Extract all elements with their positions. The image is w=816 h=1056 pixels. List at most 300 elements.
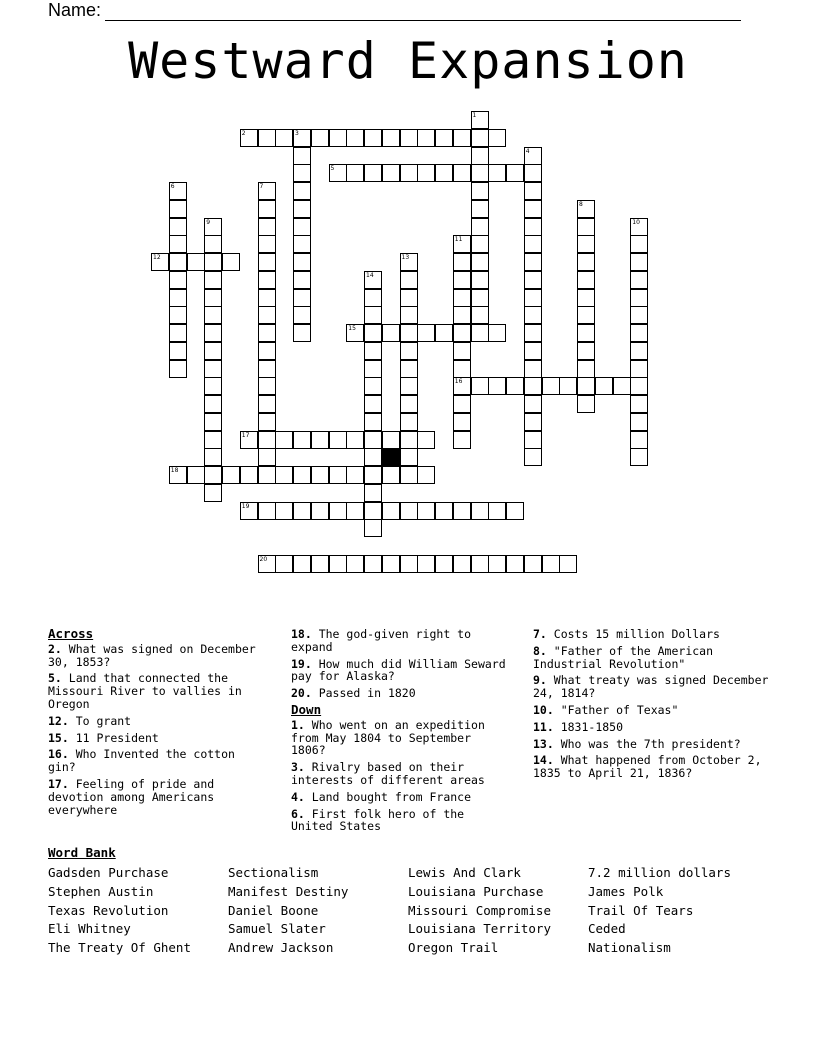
crossword-cell[interactable] — [204, 431, 222, 449]
crossword-cell[interactable] — [400, 342, 418, 360]
crossword-cell[interactable] — [471, 306, 489, 324]
crossword-cell[interactable] — [293, 324, 311, 342]
crossword-cell[interactable] — [630, 448, 648, 466]
crossword-cell[interactable] — [559, 555, 577, 573]
crossword-cell[interactable] — [630, 342, 648, 360]
crossword-cell[interactable] — [382, 324, 400, 342]
crossword-cell[interactable] — [471, 200, 489, 218]
crossword-cell[interactable] — [293, 502, 311, 520]
crossword-cell[interactable] — [382, 129, 400, 147]
crossword-cell[interactable] — [204, 218, 222, 236]
crossword-cell[interactable] — [258, 271, 276, 289]
crossword-cell[interactable] — [364, 466, 382, 484]
crossword-cell[interactable] — [524, 324, 542, 342]
crossword-cell[interactable] — [364, 502, 382, 520]
crossword-cell[interactable] — [630, 360, 648, 378]
crossword-cell[interactable] — [435, 129, 453, 147]
crossword-cell[interactable] — [453, 306, 471, 324]
clue-item — [533, 628, 773, 641]
crossword-cell[interactable] — [275, 555, 293, 573]
crossword-cell[interactable] — [630, 324, 648, 342]
crossword-cell[interactable] — [169, 200, 187, 218]
crossword-cell[interactable] — [204, 484, 222, 502]
word-bank-item: Andrew Jackson — [228, 940, 334, 956]
crossword-cell[interactable] — [311, 129, 329, 147]
crossword-cell[interactable] — [169, 235, 187, 253]
crossword-cell[interactable] — [258, 289, 276, 307]
crossword-cell[interactable] — [524, 377, 542, 395]
clue-text: The god-given right to expand — [291, 627, 472, 654]
crossword-cell[interactable] — [577, 377, 595, 395]
crossword-cell[interactable] — [471, 218, 489, 236]
crossword-cell[interactable] — [400, 395, 418, 413]
crossword-cell[interactable] — [204, 342, 222, 360]
crossword-cell[interactable] — [559, 377, 577, 395]
crossword-cell[interactable] — [435, 164, 453, 182]
crossword-cell[interactable] — [169, 342, 187, 360]
crossword-cell[interactable] — [506, 164, 524, 182]
clue-text: What treaty was signed December 24, 1814? — [533, 673, 769, 701]
crossword-cell[interactable] — [488, 324, 506, 342]
clue-item — [533, 754, 773, 780]
clue-number: 2 — [241, 129, 246, 137]
word-bank-column-2 — [228, 864, 348, 958]
crossword-cell[interactable] — [204, 466, 222, 484]
crossword-cell[interactable] — [417, 466, 435, 484]
crossword-cell[interactable] — [435, 324, 453, 342]
crossword-cell[interactable] — [204, 324, 222, 342]
clue-number-label: 13. — [533, 736, 554, 751]
crossword-cell[interactable] — [488, 555, 506, 573]
crossword-cell[interactable] — [417, 129, 435, 147]
crossword-cell[interactable] — [293, 129, 311, 147]
crossword-cell[interactable] — [346, 324, 364, 342]
crossword-cell[interactable] — [524, 182, 542, 200]
crossword-cell[interactable] — [204, 448, 222, 466]
word-bank-item: Ceded — [588, 921, 626, 937]
word-bank-column-4 — [588, 864, 731, 958]
crossword-cell[interactable] — [204, 235, 222, 253]
crossword-cell[interactable] — [471, 164, 489, 182]
crossword-cell[interactable] — [613, 377, 631, 395]
crossword-cell[interactable] — [329, 431, 347, 449]
crossword-cell[interactable] — [311, 431, 329, 449]
clue-number-label: 12. — [48, 713, 69, 728]
crossword-cell[interactable] — [400, 448, 418, 466]
crossword-cell[interactable] — [630, 271, 648, 289]
crossword-cell[interactable] — [204, 253, 222, 271]
crossword-cell[interactable] — [293, 466, 311, 484]
crossword-cell[interactable] — [471, 253, 489, 271]
crossword-cell[interactable] — [364, 484, 382, 502]
crossword-cell[interactable] — [204, 289, 222, 307]
word-bank-column-1 — [48, 864, 191, 958]
crossword-cell[interactable] — [471, 502, 489, 520]
crossword-cell[interactable] — [630, 377, 648, 395]
crossword-cell[interactable] — [524, 342, 542, 360]
crossword-cell[interactable] — [524, 200, 542, 218]
crossword-cell[interactable] — [169, 306, 187, 324]
crossword-cell[interactable] — [524, 448, 542, 466]
crossword-cell[interactable] — [400, 502, 418, 520]
crossword-cell[interactable] — [258, 431, 276, 449]
crossword-cell[interactable] — [471, 377, 489, 395]
crossword-cell[interactable] — [453, 129, 471, 147]
crossword-cell[interactable] — [293, 218, 311, 236]
clue-number-label: 8. — [533, 643, 547, 658]
crossword-cell[interactable] — [630, 413, 648, 431]
crossword-cell[interactable] — [524, 360, 542, 378]
crossword-cell[interactable] — [346, 502, 364, 520]
crossword-cell[interactable] — [346, 431, 364, 449]
crossword-cell[interactable] — [471, 129, 489, 147]
crossword-cell[interactable] — [187, 466, 205, 484]
clue-number-label: 4. — [291, 789, 305, 804]
crossword-cell[interactable] — [329, 466, 347, 484]
clue-number: 11 — [454, 236, 463, 244]
crossword-cell[interactable] — [471, 182, 489, 200]
crossword-cell[interactable] — [364, 289, 382, 307]
down-header: Down — [291, 701, 322, 717]
crossword-cell[interactable] — [630, 306, 648, 324]
crossword-cell[interactable] — [471, 147, 489, 165]
crossword-cell[interactable] — [329, 502, 347, 520]
crossword-cell[interactable] — [258, 235, 276, 253]
crossword-cell[interactable] — [258, 395, 276, 413]
crossword-cell[interactable] — [577, 218, 595, 236]
crossword-cell[interactable] — [471, 271, 489, 289]
word-bank-item: Samuel Slater — [228, 921, 326, 937]
word-bank-item: Gadsden Purchase — [48, 865, 169, 880]
crossword-cell[interactable] — [453, 502, 471, 520]
crossword-cell[interactable] — [577, 200, 595, 218]
crossword-cell[interactable] — [364, 519, 382, 537]
crossword-cell[interactable] — [258, 360, 276, 378]
crossword-cell[interactable] — [453, 271, 471, 289]
word-bank-item: Missouri Compromise — [408, 902, 551, 918]
clue-number: 14 — [366, 271, 374, 279]
crossword-cell[interactable] — [293, 182, 311, 200]
crossword-cell[interactable] — [630, 395, 648, 413]
crossword-cell[interactable] — [630, 218, 648, 236]
crossword-cell[interactable] — [329, 129, 347, 147]
crossword-cell[interactable] — [382, 466, 400, 484]
crossword-cell[interactable] — [453, 235, 471, 253]
crossword-cell[interactable] — [293, 253, 311, 271]
crossword-cell[interactable] — [542, 377, 560, 395]
crossword-cell[interactable] — [293, 147, 311, 165]
word-bank-item: Manifest Destiny — [228, 883, 349, 899]
crossword-cell[interactable] — [630, 235, 648, 253]
crossword-cell[interactable] — [311, 466, 329, 484]
crossword-cell[interactable] — [364, 342, 382, 360]
crossword-cell[interactable] — [400, 431, 418, 449]
crossword-cell[interactable] — [577, 306, 595, 324]
clue-item — [533, 704, 773, 717]
crossword-cell[interactable] — [169, 218, 187, 236]
crossword-cell[interactable] — [630, 253, 648, 271]
crossword-cell[interactable] — [275, 466, 293, 484]
clue-item — [533, 674, 773, 700]
crossword-cell[interactable] — [577, 324, 595, 342]
crossword-cell[interactable] — [471, 111, 489, 129]
crossword-cell[interactable] — [204, 377, 222, 395]
crossword-cell[interactable] — [488, 377, 506, 395]
crossword-cell[interactable] — [453, 253, 471, 271]
crossword-cell[interactable] — [577, 235, 595, 253]
crossword-cell[interactable] — [346, 164, 364, 182]
clue-item — [291, 808, 511, 834]
crossword-cell[interactable] — [595, 377, 613, 395]
crossword-cell[interactable] — [506, 377, 524, 395]
crossword-cell[interactable] — [293, 164, 311, 182]
crossword-cell[interactable] — [311, 502, 329, 520]
crossword-cell[interactable] — [293, 200, 311, 218]
crossword-cell[interactable] — [382, 164, 400, 182]
crossword-cell[interactable] — [240, 502, 258, 520]
crossword-cell[interactable] — [453, 431, 471, 449]
crossword-cell[interactable] — [630, 431, 648, 449]
crossword-cell[interactable] — [453, 395, 471, 413]
crossword-cell[interactable] — [346, 555, 364, 573]
clue-text: First folk hero of the United States — [291, 806, 465, 834]
crossword-cell[interactable] — [524, 413, 542, 431]
crossword-cell[interactable] — [258, 466, 276, 484]
crossword-cell[interactable] — [382, 431, 400, 449]
crossword-cell[interactable] — [204, 271, 222, 289]
crossword-cell[interactable] — [364, 377, 382, 395]
across-header: Across — [48, 626, 94, 641]
crossword-cell[interactable] — [382, 555, 400, 573]
crossword-cell[interactable] — [169, 182, 187, 200]
crossword-cell[interactable] — [311, 555, 329, 573]
clue-item — [291, 687, 511, 700]
crossword-cell[interactable] — [258, 377, 276, 395]
crossword-cell[interactable] — [400, 413, 418, 431]
crossword-cell[interactable] — [524, 235, 542, 253]
crossword-cell[interactable] — [364, 431, 382, 449]
clue-text: What happened from October 2, 1835 to April 21, 1836? — [533, 753, 762, 781]
crossword-cell[interactable] — [258, 555, 276, 573]
word-bank-item: Eli Whitney — [48, 921, 131, 937]
crossword-cell[interactable] — [400, 306, 418, 324]
crossword-black-cell — [382, 448, 400, 466]
crossword-cell[interactable] — [240, 466, 258, 484]
crossword-cell[interactable] — [453, 324, 471, 342]
crossword-cell[interactable] — [400, 377, 418, 395]
clue-text: 11 President — [68, 730, 159, 745]
crossword-cell[interactable] — [524, 253, 542, 271]
crossword-cell[interactable] — [169, 253, 187, 271]
crossword-cell[interactable] — [293, 555, 311, 573]
clue-text: Land bought from France — [304, 789, 472, 804]
crossword-cell[interactable] — [364, 395, 382, 413]
crossword-cell[interactable] — [275, 502, 293, 520]
crossword-cell[interactable] — [329, 555, 347, 573]
clue-item — [48, 732, 268, 745]
crossword-cell[interactable] — [453, 289, 471, 307]
word-bank-item: Texas Revolution — [48, 902, 169, 918]
crossword-cell[interactable] — [524, 164, 542, 182]
crossword-cell[interactable] — [364, 448, 382, 466]
crossword-cell[interactable] — [453, 377, 471, 395]
crossword-cell[interactable] — [258, 182, 276, 200]
crossword-cell[interactable] — [577, 289, 595, 307]
crossword-cell[interactable] — [293, 271, 311, 289]
crossword-cell[interactable] — [364, 413, 382, 431]
crossword-cell[interactable] — [400, 129, 418, 147]
crossword-cell[interactable] — [506, 502, 524, 520]
crossword-cell[interactable] — [329, 164, 347, 182]
crossword-cell[interactable] — [293, 235, 311, 253]
crossword-cell[interactable] — [169, 271, 187, 289]
crossword-cell[interactable] — [204, 413, 222, 431]
crossword-cell[interactable] — [471, 555, 489, 573]
crossword-cell[interactable] — [400, 466, 418, 484]
crossword-cell[interactable] — [471, 235, 489, 253]
crossword-cell[interactable] — [204, 395, 222, 413]
crossword-cell[interactable] — [364, 360, 382, 378]
crossword-cell[interactable] — [524, 218, 542, 236]
crossword-cell[interactable] — [417, 164, 435, 182]
crossword-cell[interactable] — [400, 324, 418, 342]
crossword-cell[interactable] — [187, 253, 205, 271]
crossword-cell[interactable] — [488, 129, 506, 147]
crossword-cell[interactable] — [169, 360, 187, 378]
crossword-cell[interactable] — [169, 289, 187, 307]
crossword-cell[interactable] — [400, 360, 418, 378]
crossword-cell[interactable] — [453, 342, 471, 360]
crossword-cell[interactable] — [258, 448, 276, 466]
crossword-cell[interactable] — [169, 324, 187, 342]
crossword-cell[interactable] — [417, 431, 435, 449]
crossword-cell[interactable] — [577, 395, 595, 413]
crossword-cell[interactable] — [258, 218, 276, 236]
crossword-cell[interactable] — [204, 306, 222, 324]
crossword-cell[interactable] — [258, 306, 276, 324]
crossword-cell[interactable] — [417, 555, 435, 573]
crossword-cell[interactable] — [524, 431, 542, 449]
crossword-cell[interactable] — [364, 271, 382, 289]
crossword-cell[interactable] — [169, 466, 187, 484]
across-clue-list-continued — [291, 628, 511, 700]
crossword-cell[interactable] — [364, 555, 382, 573]
crossword-cell[interactable] — [417, 324, 435, 342]
crossword-cell[interactable] — [506, 555, 524, 573]
crossword-cell[interactable] — [293, 289, 311, 307]
crossword-cell[interactable] — [453, 164, 471, 182]
crossword-cell[interactable] — [364, 306, 382, 324]
crossword-cell[interactable] — [453, 555, 471, 573]
crossword-cell[interactable] — [488, 502, 506, 520]
crossword-cell[interactable] — [258, 342, 276, 360]
crossword-cell[interactable] — [258, 502, 276, 520]
crossword-cell[interactable] — [222, 253, 240, 271]
word-bank-item: Stephen Austin — [48, 883, 154, 899]
word-bank-item: Daniel Boone — [228, 902, 319, 918]
crossword-cell[interactable] — [524, 306, 542, 324]
name-label: Name: — [48, 0, 102, 20]
crossword-cell[interactable] — [151, 253, 169, 271]
crossword-cell[interactable] — [364, 164, 382, 182]
clue-text: Passed in 1820 — [311, 686, 416, 701]
clue-item — [48, 672, 268, 710]
clue-number: 8 — [579, 200, 583, 208]
crossword-cell[interactable] — [240, 431, 258, 449]
crossword-cell[interactable] — [382, 502, 400, 520]
crossword-cell[interactable] — [542, 555, 560, 573]
crossword-cell[interactable] — [275, 129, 293, 147]
word-bank-item: Sectionalism — [228, 865, 319, 880]
clue-item — [48, 778, 268, 816]
word-bank-item: The Treaty Of Ghent — [48, 940, 191, 956]
crossword-cell[interactable] — [524, 147, 542, 165]
clue-text: Land that connected the Missouri River to vallies in Oregon — [48, 671, 242, 711]
crossword-cell[interactable] — [471, 324, 489, 342]
crossword-cell[interactable] — [577, 271, 595, 289]
crossword-cell[interactable] — [346, 466, 364, 484]
crossword-cell[interactable] — [400, 555, 418, 573]
word-bank-item: Nationalism — [588, 940, 671, 956]
crossword-cell[interactable] — [293, 306, 311, 324]
crossword-cell[interactable] — [630, 289, 648, 307]
crossword-cell[interactable] — [453, 360, 471, 378]
clue-item — [48, 643, 268, 669]
crossword-cell[interactable] — [400, 253, 418, 271]
clue-text: 1831-1850 — [553, 719, 624, 734]
crossword-cell[interactable] — [258, 413, 276, 431]
crossword-cell[interactable] — [258, 200, 276, 218]
clue-item — [291, 791, 511, 804]
crossword-cell[interactable] — [258, 253, 276, 271]
crossword-cell[interactable] — [435, 555, 453, 573]
crossword-cell[interactable] — [400, 271, 418, 289]
crossword-cell[interactable] — [524, 395, 542, 413]
crossword-cell[interactable] — [577, 342, 595, 360]
crossword-cell[interactable] — [346, 129, 364, 147]
page-title: Westward Expansion — [128, 32, 688, 90]
crossword-cell[interactable] — [524, 555, 542, 573]
crossword-cell[interactable] — [524, 289, 542, 307]
word-bank-item: 7.2 million dollars — [588, 865, 731, 880]
word-bank-item: James Polk — [588, 883, 664, 899]
crossword-cell[interactable] — [577, 360, 595, 378]
crossword-cell[interactable] — [364, 129, 382, 147]
clue-number-label: 6. — [291, 806, 305, 821]
crossword-cell[interactable] — [364, 324, 382, 342]
down-clue-list-continued — [533, 628, 773, 780]
crossword-cell[interactable] — [417, 502, 435, 520]
crossword-cell[interactable] — [293, 431, 311, 449]
crossword-cell[interactable] — [275, 431, 293, 449]
crossword-cell[interactable] — [400, 289, 418, 307]
clue-number-label: 7. — [533, 627, 547, 641]
crossword-cell[interactable] — [204, 360, 222, 378]
crossword-cell[interactable] — [258, 129, 276, 147]
crossword-cell[interactable] — [488, 164, 506, 182]
crossword-cell[interactable] — [258, 324, 276, 342]
crossword-cell[interactable] — [453, 413, 471, 431]
crossword-cell[interactable] — [524, 271, 542, 289]
crossword-cell[interactable] — [240, 129, 258, 147]
crossword-cell[interactable] — [471, 289, 489, 307]
crossword-cell[interactable] — [222, 466, 240, 484]
crossword-cell[interactable] — [577, 253, 595, 271]
crossword-cell[interactable] — [435, 502, 453, 520]
clue-number-label: 20. — [291, 686, 312, 701]
crossword-cell[interactable] — [400, 164, 418, 182]
clue-item — [291, 761, 511, 787]
